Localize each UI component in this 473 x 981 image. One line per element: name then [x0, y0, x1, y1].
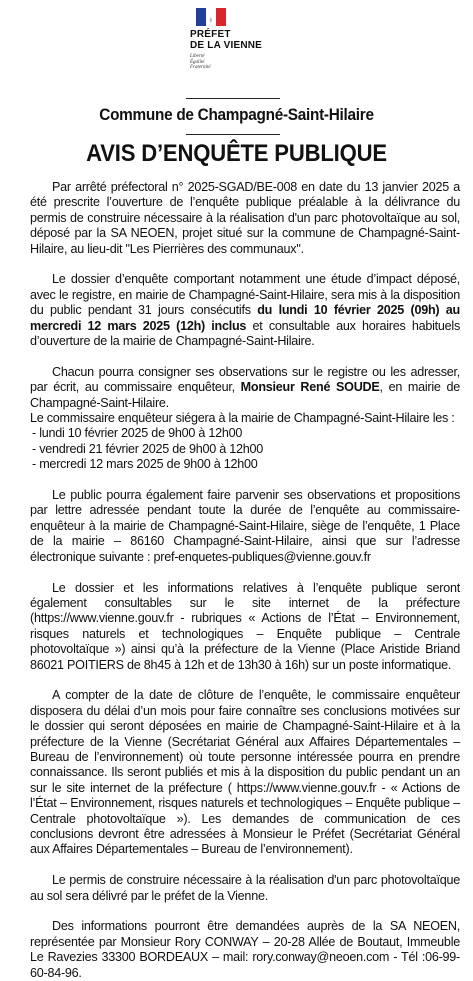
marianne-icon: ◗: [207, 14, 215, 26]
commune-heading: Commune de Champagné-Saint-Hilaire: [99, 106, 374, 124]
dossier-text: Le dossier d’enquête comportant notamment une étude d’impact déposé, avec le registre, en mairie de Champagné-Saint-Hilaire, sera mis à la disposition du public pendant 31 jours consécutifs: [30, 272, 460, 318]
prefecture-logo: [190, 8, 263, 80]
sessions-intro: Le commissaire enquêteur siégera à la mairie de Champagné-Saint-Hilaire les :: [30, 411, 455, 426]
observations-text-end: , en mairie de Champagné-Saint-Hilaire.: [30, 380, 460, 410]
middle-divider: [186, 134, 280, 135]
motto-liberte: Liberté: [190, 54, 205, 59]
inquiry-dates: du lundi 10 février 2025 (09h) au mercredi 12 mars 2025 (12h) inclus: [30, 303, 460, 333]
session-item: - lundi 10 février 2025 de 9h00 à 12h00: [32, 426, 243, 441]
paragraph-website: Le dossier et les informations relatives à l’enquête publique seront également consultables sur le site internet de la préfecture (https://www.vienne.gouv.fr - rubriques « Actions de l’État – Environnement, risques naturels et technologiques – Enquête publique – Centrale photovoltaïque ») ainsi qu’à la préfecture de la Vienne (Place Aristide Briand 86021 POITIERS de 8h45 à 12h et de 13h30 à 16h) sur un poste informatique.: [30, 580, 460, 672]
commissioner-name: Monsieur René SOUDE: [240, 380, 380, 395]
paragraph-contact: Des informations pourront être demandées auprès de la SA NEOEN, représentée par Monsieur Rory CONWAY – 20-28 Allée de Boutaut, Immeuble Le Ravezies 33300 BORDEAUX – mail: rory.conway@neoen.com - Tél :06-99-60-84-96.: [30, 919, 460, 980]
session-item: - vendredi 21 février 2025 de 9h00 à 12h00: [32, 441, 264, 456]
paragraph-permit: Le permis de construire nécessaire à la réalisation d'un parc photovoltaïque au sol sera délivré par le préfet de la Vienne.: [30, 873, 460, 903]
paragraph-dossier: [30, 272, 460, 349]
session-item: - mercredi 12 mars 2025 de 9h00 à 12h00: [32, 457, 258, 472]
motto-egalite: Égalité: [190, 59, 205, 65]
paragraph-decree: Par arrêté préfectoral n° 2025-SGAD/BE-008 en date du 13 janvier 2025 a été prescrite l’ouverture de l’enquête publique préalable à la délivrance du permis de construire nécessaire à la réalisation d'un parc photovoltaïque au sol, déposé par la SA NEOEN, projet situé sur la commune de Champagné-Saint-Hilaire, au lieu-dit "Les Pierrières des communaux".: [30, 180, 460, 256]
paragraph-observations: [30, 365, 460, 427]
top-divider: [186, 98, 280, 99]
dossier-text-end: et consultable aux horaires habituels d’ouverture de la mairie de Champagné-Saint-Hilaire.: [30, 318, 460, 349]
paragraph-letters: Le public pourra également faire parvenir ses observations et propositions par lettre adressée pendant toute la durée de l’enquête au commissaire-enquêteur à la mairie de Champagné-Saint-Hilaire, siège de l’enquête, 1 Place de la mairie – 86160 Champagné-Saint-Hilaire, ainsi que sur l’adresse électronique suivante : pref-enquetes-publiques@vienne.gouv.fr: [30, 488, 460, 564]
paragraph-conclusions: A compter de la date de clôture de l’enquête, le commissaire enquêteur disposera du délai d’un mois pour faire connaître ses conclusions motivées sur le dossier qui seront déposées en mairie de Champagné-Saint-Hilaire et à la préfecture de la Vienne (Secrétariat Général aux Affaires Départementales – Bureau de l’environnement) où toute personne intéressée pourra en prendre connaissance. Ils seront publiés et mis à la disposition du public pendant un an sur le site internet de la préfecture ( https://www.vienne.gouv.fr - « Actions de l’État – Environnement, risques naturels et technologiques – Enquête publique – Centrale photovoltaïque »). Les demandes de communication de ces conclusions devront être adressées à Monsieur le Préfet (Secrétariat Général aux Affaires Départementales – Bureau de l’environnement).: [30, 688, 460, 857]
motto: [190, 54, 260, 71]
observations-text: Chacun pourra consigner ses observations sur le registre ou les adresser, par écrit, au commissaire enquêteur,: [30, 364, 460, 395]
notice-body: [30, 180, 460, 981]
motto-fraternite: Fraternité: [190, 65, 211, 70]
logo-text-line-2: DE LA VIENNE: [190, 40, 263, 51]
french-flag-icon: [196, 8, 226, 26]
logo-text-line-1: PRÉFET: [190, 29, 231, 40]
notice-title: AVIS D’ENQUÊTE PUBLIQUE: [86, 140, 387, 167]
